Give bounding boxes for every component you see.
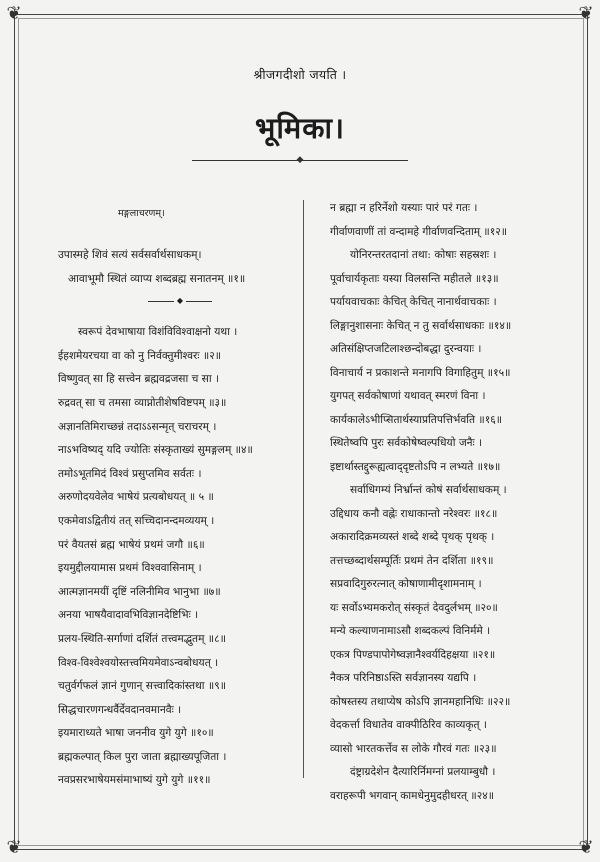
verse-line: अरुणोदयवेलेव भाषेयं प्रत्यबोधयत् ॥ ५ ॥ bbox=[58, 491, 214, 504]
verse-line: सप्रवादिगुरुरत्नात् कोषाणामीदृशामनाम् । bbox=[330, 578, 482, 590]
verse-line: दंष्ट्राग्रदेशेन दैत्यारिर्निमग्नां प्रलयाम्बुधौ । bbox=[350, 766, 496, 778]
verse-line: गीर्वाणवाणीं तां वन्दामहे गीर्वाणवन्दिताम् ॥१२॥ bbox=[330, 225, 508, 238]
left-column bbox=[58, 203, 298, 793]
verse-line: स्थितेष्वपि पुरः सर्वकोषेष्वल्पधियो जनैः । bbox=[330, 437, 483, 449]
verse-line: नैकत्र परिनिष्ठाऽस्ति सर्वज्ञानस्य यद्यपि । bbox=[330, 672, 477, 684]
verse-line: सर्वाधिगम्यं निर्भ्रान्तं कोषं सर्वार्थसाधकम् । bbox=[350, 484, 507, 496]
verse-line: वेदकर्त्ता विधातेव वाक्पीठिरिव काव्यकृत् । bbox=[330, 719, 487, 731]
verse-line: अतिसंक्षिप्तजटिलाश्छन्दोबद्धा दुरन्वयाः । bbox=[330, 343, 482, 355]
invocation-line: श्रीजगदीशो जयति । bbox=[253, 67, 347, 82]
verse-line: एकत्र पिण्डपापोगेष्वज्ञानैश्वर्यदिहक्षया ॥२१॥ bbox=[330, 648, 496, 661]
verse-line: स्वरूपं देवभाषाया विशंविविश्वाक्षनो यथा । bbox=[78, 326, 238, 339]
verse-line: पर्यायवाचकाः केचित् केचित् नानार्थवाचकाः । bbox=[330, 296, 497, 308]
verse-line: आत्मज्ञानमयीं दृष्टिं नलिनीमिव भानुभा ॥७॥ bbox=[58, 585, 221, 598]
verse-line: युगपत् सर्वकोषाणां यथावत् स्मरणं विना । bbox=[330, 390, 486, 402]
corner-ornament-icon: ❦ bbox=[6, 3, 22, 24]
verse-line: अनया भाषयैवादावभिविज्ञानदेष्टिभिः । bbox=[58, 609, 199, 622]
verse-line: उद्दिधाय कनौ वह्नेः राधाकान्तो नरेश्वरः ॥१८॥ bbox=[330, 507, 498, 520]
verse-line: मन्ये कल्याणनामाऽसौ शब्दकल्पं विनिर्ममे । bbox=[330, 625, 491, 637]
verse-line: अज्ञानतिमिराच्छन्नं तदाऽऽसन्मृत् चराचरम् । bbox=[58, 420, 217, 433]
verse-line: इयमुद्दीलयामास प्रथमं विश्ववासिनाम् । bbox=[58, 562, 202, 575]
verse-line: रुद्रवत् सा च तमसा व्याप्नोतीशेषविष्टपम् ॥३॥ bbox=[58, 396, 227, 409]
verse-line: नाऽभविष्यद् यदि ज्योतिः संस्कृताख्यं सुमङ्गलम् ॥४॥ bbox=[58, 444, 253, 457]
verse-line: उपास्महे शिवं सत्यं सर्वसर्वार्थसाधकम्। bbox=[58, 249, 202, 261]
divider-ornament-icon: ◆ bbox=[174, 296, 186, 306]
verse-line: योनिरन्तरतदानां तथा: कोषाः सहस्रशः । bbox=[350, 249, 497, 261]
column-divider bbox=[303, 200, 304, 778]
verse-line: सिद्धचारणगन्धर्वैर्देवदानवमानवैः । bbox=[58, 703, 182, 716]
verse-line: विनाचार्य न प्रकाशन्ते मनागपि विगाहितुम् ॥१५॥ bbox=[330, 366, 511, 379]
verse-line: आवाभूमौ स्थितं व्याप्य शब्दब्रह्म सनातनम् ॥१॥ bbox=[68, 272, 246, 285]
verse-line: यः सर्वोऽभ्यमकरोत् संस्कृतं देवदुर्लभम् ॥२०॥ bbox=[330, 601, 498, 614]
verse-line: तत्तच्छब्दार्थसम्पूर्तिः प्रथमं तेन दर्शिता ॥१९॥ bbox=[330, 554, 494, 567]
page-title: भूमिका। bbox=[254, 111, 345, 145]
verse-line: वराहरूपी भगवान् कामधेनुमुदहीधरत् ॥२४॥ bbox=[330, 789, 495, 802]
verse-line: कार्यकालेऽभीप्सितार्थस्याप्रतिपत्तिर्भवति ॥१६॥ bbox=[330, 413, 503, 426]
verse-line: विश्व-विश्वेश्वयोस्तत्त्वमियमेवाऽन्वबोधयत् । bbox=[58, 656, 219, 669]
verse-line: इष्टार्थास्तद्दुरूह्यत्वाद्‌दृष्टतोऽपि न लभ्यते ॥१७॥ bbox=[330, 460, 501, 473]
verse-line: परं वैयतसं ब्रह्म भाषेयं प्रथमं जगौ ॥६॥ bbox=[58, 538, 205, 551]
verse-line: ईहशमेयरचया वा को नु निर्वक्तुमीश्वरः ॥२॥ bbox=[58, 349, 222, 362]
section-heading: मङ्गलाचरणम्। bbox=[118, 208, 165, 219]
verse-line: विष्णुवत् सा हि सत्त्वेन ब्रह्मवद्रजसा च सा । bbox=[58, 373, 219, 386]
corner-ornament-icon: ❦ bbox=[578, 837, 594, 858]
verse-line: नवप्रसरभाषेयमसंमाभाष्यं युगे युगे ॥११॥ bbox=[58, 774, 211, 787]
verse-line: न ब्रह्मा न हरिर्नेशो यस्याः पारं परं गतः । bbox=[330, 202, 478, 214]
corner-ornament-icon: ❦ bbox=[6, 837, 22, 858]
verse-line: अकारादिक्रमव्यस्तं शब्दे शब्दे पृथक् पृथक् । bbox=[330, 531, 495, 543]
verse-line: एकमेवाऽद्वितीयं तत् सच्चिदानन्दमव्ययम् । bbox=[58, 514, 215, 527]
verse-line: इयमाराध्यते भाषा जननीव युगे युगे ॥१०॥ bbox=[58, 727, 214, 740]
verse-line: कोषस्तस्य तथाप्येष कोऽपि ज्ञानमहानिधिः ॥२२॥ bbox=[330, 695, 511, 708]
verse-line: तमोऽभूतमिदं विश्वं प्रसुप्तमिव सर्वतः । bbox=[58, 467, 202, 480]
right-column bbox=[330, 197, 580, 808]
divider-ornament-icon: ◆ bbox=[296, 155, 304, 165]
verse-line: पूर्वाचार्यकृताः यस्या विलसन्ति महीतले ॥१३॥ bbox=[330, 272, 499, 285]
verse-line: प्रलय-स्थिति-सर्गाणां दर्शितं तत्त्वमद्भुतम् ॥८॥ bbox=[58, 632, 226, 645]
verse-line: व्यासो भारतकर्त्तेव स लोके गौरवं गतः ॥२३॥ bbox=[330, 742, 497, 755]
verse-line: ब्रह्मकल्पात् किल पुरा जाता ब्रह्माख्यपूजिता । bbox=[58, 750, 227, 763]
verse-line: चतुर्वर्गफलं ज्ञानं गुणान् सत्त्वादिकांस्तथा ॥९॥ bbox=[58, 680, 227, 693]
verse-line: लिङ्गानुशासनाः केचित् न तु सर्वार्थसाधकाः ॥१४॥ bbox=[330, 319, 512, 332]
corner-ornament-icon: ❦ bbox=[578, 3, 594, 24]
section-ornament bbox=[58, 291, 298, 313]
